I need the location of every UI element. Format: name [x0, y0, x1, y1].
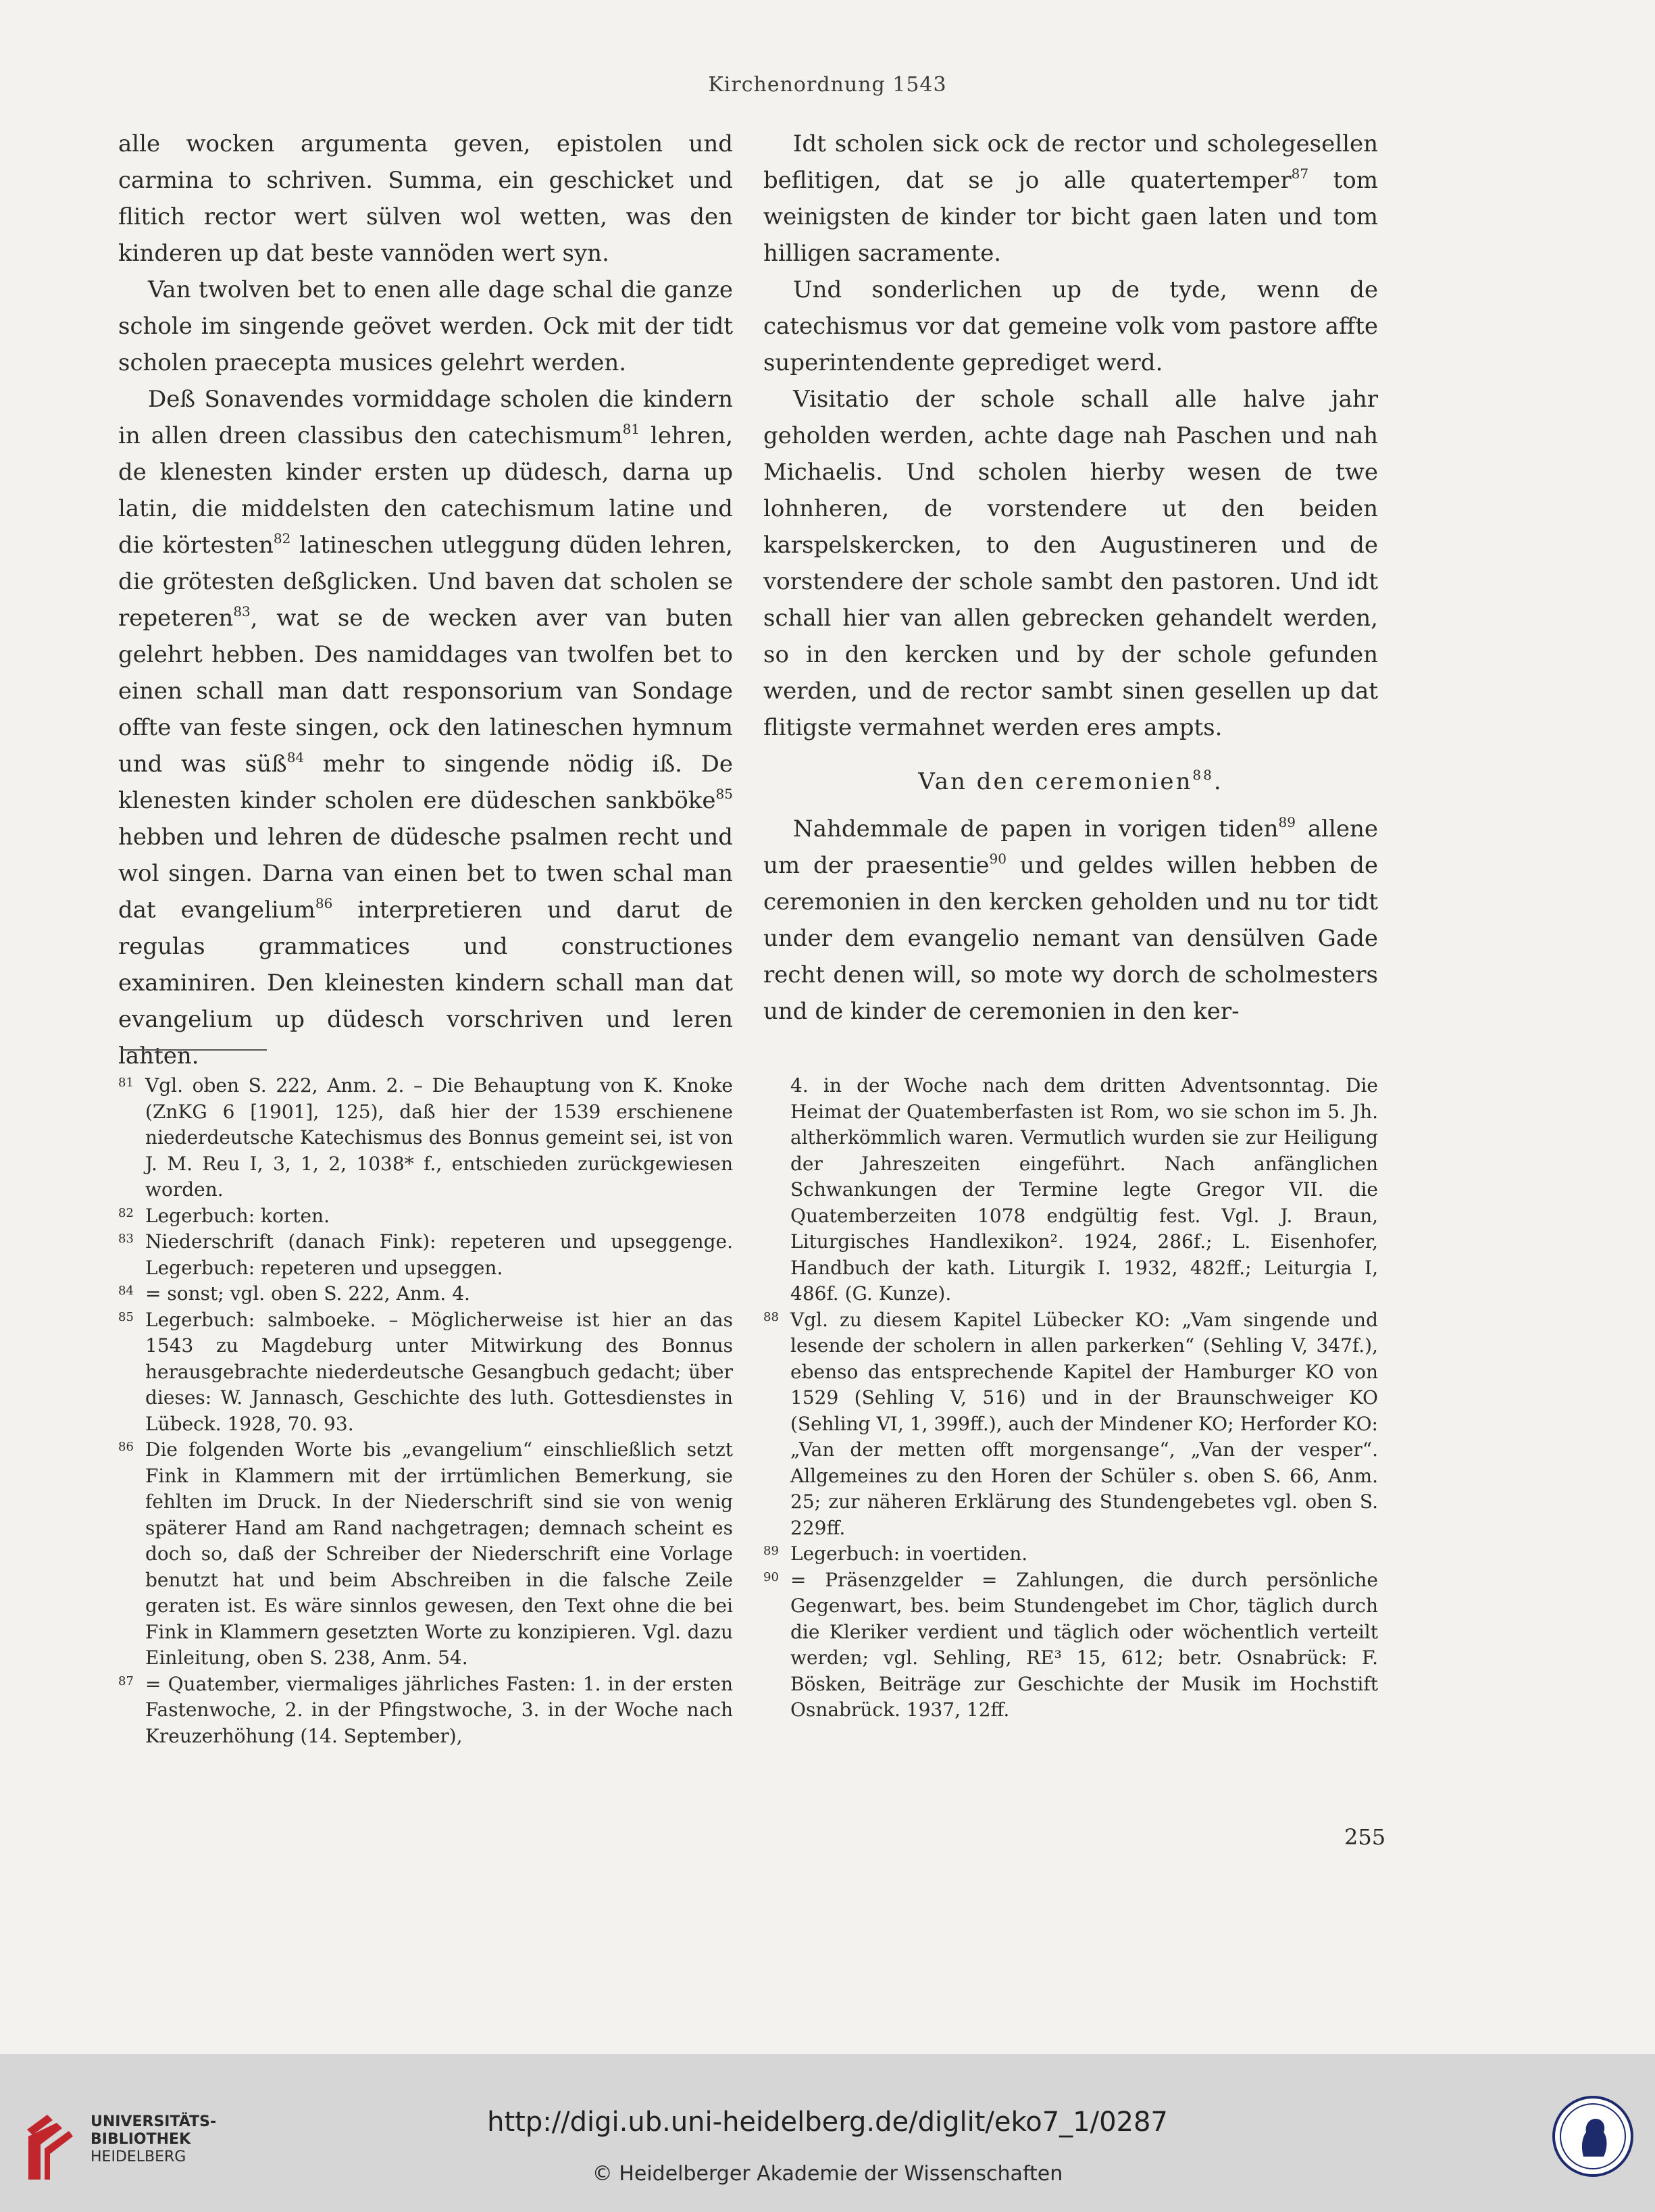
text-run: interpretieren und darut de regulas grammatices und constructiones examiniren. Den kleinesten kindern schall man dat evangelium up düdesch vorschriven und leren lahten.	[118, 897, 734, 1070]
footnote-reference[interactable]: 84	[286, 749, 305, 765]
footnote-text: Legerbuch: korten.	[145, 1204, 330, 1227]
footnote	[763, 1073, 1378, 1307]
footnote-text: = sonst; vgl. oben S. 222, Anm. 4.	[145, 1282, 470, 1305]
footnote-number: 84	[118, 1284, 134, 1298]
left-footnotes	[118, 1073, 733, 1749]
footnote-reference[interactable]: 89	[1278, 813, 1296, 830]
left-paragraph	[118, 272, 733, 381]
footnote-text: Vgl. zu diesem Kapitel Lübecker KO: „Vam singende und lesende der scholern in allen parkerken“ (Sehling V, 347f.), ebenso das entsprechende Kapitel der Hamburger KO von 1529 (Sehling V, 516) und in der Braunschweiger KO (Sehling VI, 1, 399ff.), auch der Mindener KO; Herforder KO: „Van der metten offt morgensange“, „Van der vesper“. Allgemeines zu den Horen der Schüler s. oben S. 66, Anm. 25; zur näheren Erklärung des Stundengebetes vgl. oben S. 229ff.	[790, 1308, 1378, 1539]
footnote	[118, 1671, 733, 1750]
right-column-text	[763, 126, 1378, 1030]
library-name-line-3: HEIDELBERG	[91, 2148, 186, 2165]
copyright-notice: © Heidelberger Akademie der Wissenschaften	[592, 2162, 1063, 2186]
footnote-reference[interactable]: 85	[715, 785, 733, 802]
footnote-reference[interactable]: 88	[1192, 766, 1214, 783]
page-number: 255	[1344, 1824, 1386, 1850]
footnote	[118, 1229, 733, 1281]
footnote-number: 88	[763, 1309, 779, 1324]
right-paragraph	[763, 811, 1378, 1030]
library-name-line-1: UNIVERSITÄTS-	[91, 2113, 217, 2130]
footnote	[763, 1567, 1378, 1724]
footnote	[118, 1073, 733, 1203]
footnote-reference[interactable]: 83	[233, 603, 251, 620]
footnote-number: 86	[118, 1440, 134, 1454]
footnote-number: 82	[118, 1205, 134, 1220]
text-run: Van twolven bet to enen alle dage schal die ganze schole im singende geövet werden. Ock mit der tidt scholen praecepta musices gelehrt werden.	[118, 276, 733, 376]
left-column-text	[118, 126, 733, 1074]
text-run: Und sonderlichen up de tyde, wenn de catechismus vor dat gemeine volk vom pastore affte superintendente geprediget werd.	[763, 276, 1378, 376]
text-run: allene um der praesentie	[763, 815, 1378, 879]
text-run: Visitatio der schole schall alle halve jahr geholden werden, achte dage nah Paschen und nah Michaelis. Und scholen hierby wesen de twe lohnheren, de vorstendere ut den beiden karspelskercken, to den Augustineren und de vorstendere der schole sambt den pastoren. Und idt schall hier van allen gebrecken gehandelt werden, so in den kercken und by der schole gefunden werden, und de rector sambt sinen gesellen up dat flitigste vermahnet werden eres ampts.	[763, 386, 1378, 741]
text-run: , wat se de wecken aver van buten gelehrt hebben. Des namiddages van twolfen bet to einen schall man datt responsorium van Sondage offte van feste singen, ock den latineschen hymnum und was süß	[118, 605, 733, 778]
footnote-number: 85	[118, 1309, 134, 1324]
library-name-line-2: BIBLIOTHEK	[91, 2131, 191, 2148]
footnote-text: Legerbuch: in voertiden.	[790, 1542, 1028, 1565]
text-run: tom weinigsten de kinder tor bicht gaen laten und tom hilligen sacramente.	[763, 167, 1379, 267]
text-run: lehren, de klenesten kinder ersten up düdesch, darna up latin, die middelsten den catechismum latine und die körtesten	[118, 422, 734, 559]
text-run: latineschen utleggung düden lehren, die grötesten deßglicken. Und baven dat scholen se repeteren	[118, 532, 733, 632]
footnote	[118, 1281, 733, 1307]
footnote-number: 90	[763, 1569, 779, 1584]
right-paragraph	[763, 381, 1378, 746]
footnote-reference[interactable]: 86	[315, 895, 333, 911]
academy-seal-icon	[1551, 2094, 1635, 2178]
left-paragraph	[118, 126, 733, 272]
section-heading-text: Van den ceremonien	[918, 768, 1193, 795]
left-paragraph	[118, 381, 733, 1074]
footnote-text: Legerbuch: salmboeke. – Möglicherweise ist hier an das 1543 zu Magdeburg unter Mitwirkung des Bonnus herausgebrachte niederdeutsche Gesangbuch gedacht; über dieses: W. Jannasch, Geschichte des luth. Gottesdienstes in Lübeck. 1928, 70. 93.	[145, 1308, 733, 1435]
footnote	[763, 1541, 1378, 1567]
viewer-footer	[0, 2054, 1655, 2212]
footnote	[118, 1203, 733, 1230]
right-paragraph	[763, 272, 1378, 381]
footnote	[118, 1437, 733, 1671]
text-run: Deß Sonavendes vormiddage scholen die kindern in allen dreen classibus den catechismum	[118, 386, 733, 449]
footnote-text: Vgl. oben S. 222, Anm. 2. – Die Behauptung von K. Knoke (ZnKG 6 [1901], 125), daß hier der 1539 erschienene niederdeutsche Katechismus des Bonnus gemeint sei, ist von J. M. Reu I, 3, 1, 2, 1038* f., entschieden zurückgewiesen worden.	[145, 1074, 733, 1201]
footnote-number: 83	[118, 1232, 134, 1246]
text-run: Nahdemmale de papen in vorigen tiden	[793, 815, 1279, 843]
right-paragraph	[763, 126, 1378, 272]
footnote-reference[interactable]: 87	[1291, 165, 1309, 182]
footnote-number: 81	[118, 1076, 134, 1090]
footnote-text: Niederschrift (danach Fink): repeteren und upseggenge. Legerbuch: repeteren und upseggen.	[145, 1230, 733, 1279]
permalink-url[interactable]: http://digi.ub.uni-heidelberg.de/diglit/eko7_1/0287	[487, 2107, 1168, 2138]
section-heading-tail: .	[1213, 768, 1223, 795]
footnote-number: 87	[118, 1674, 134, 1688]
footnote-text: = Quatember, viermaliges jährliches Fasten: 1. in der ersten Fastenwoche, 2. in der Pfingstwoche, 3. in der Woche nach Kreuzerhöhung (14. September),	[145, 1672, 733, 1747]
footnote-text: 4. in der Woche nach dem dritten Adventsonntag. Die Heimat der Quatemberfasten ist Rom, wo sie schon im 5. Jh. altherkömmlich waren. Vermutlich wurden sie zur Heiligung der Jahreszeiten eingeführt. Nach anfänglichen Schwankungen der Termine legte Gregor VII. die Quatemberzeiten 1078 endgültig fest. Vgl. J. Braun, Liturgisches Handlexikon². 1924, 286f.; L. Eisenhofer, Handbuch der kath. Liturgik I. 1932, 482ff.; Leiturgia I, 486f. (G. Kunze).	[790, 1074, 1378, 1305]
text-run: alle wocken argumenta geven, epistolen und carmina to schriven. Summa, ein geschicket und flitich rector wert sülven wol wetten, was den kinderen up dat beste vannöden wert syn.	[118, 130, 733, 267]
footnote-rule	[122, 1049, 267, 1051]
footnote	[118, 1307, 733, 1438]
footnote-text: = Präsenzgelder = Zahlungen, die durch persönliche Gegenwart, bes. beim Stundengebet im Chor, täglich durch die Kleriker verdient und täglich oder wöchentlich verteilt werden; vgl. Sehling, RE³ 15, 612; betr. Osnabrück: F. Bösken, Beiträge zur Geschichte der Musik im Hochstift Osnabrück. 1937, 12ff.	[790, 1568, 1378, 1721]
running-head: Kirchenordnung 1543	[708, 73, 947, 97]
right-footnotes	[763, 1073, 1378, 1724]
footnote-reference[interactable]: 90	[989, 850, 1007, 867]
section-heading	[763, 763, 1378, 800]
text-run: Idt scholen sick ock de rector und scholegesellen beflitigen, dat se jo alle quatertemper	[763, 130, 1378, 194]
footnote-reference[interactable]: 81	[622, 420, 640, 437]
text-run: mehr to singende nödig iß. De klenesten kinder scholen ere düdeschen sankböke	[118, 751, 733, 814]
text-run: hebben und lehren de düdesche psalmen recht und wol singen. Darna van einen bet to twen schal man dat evangelium	[118, 824, 733, 924]
footnote-reference[interactable]: 82	[273, 530, 291, 547]
footnote	[763, 1307, 1378, 1542]
text-run: und geldes willen hebben de ceremonien in den kercken geholden und nu tor tidt under dem evangelio nemant van densülven Gade recht denen will, so mote wy dorch de scholmesters und de kinder de ceremonien in den ker-	[763, 852, 1378, 1025]
footnote-number: 89	[763, 1544, 779, 1558]
footnote-text: Die folgenden Worte bis „evangelium“ einschließlich setzt Fink in Klammern mit der irrtümlichen Bemerkung, sie fehlten im Druck. In der Niederschrift sind sie von wenig späterer Hand am Rand nachgetragen; demnach scheint es doch so, daß der Schreiber der Niederschrift eine Vorlage benutzt hat und beim Abschreiben in die falsche Zeile geraten ist. Es wäre sinnlos gewesen, den Text ohne die bei Fink in Klammern gesetzten Worte zu konzipieren. Vgl. dazu Einleitung, oben S. 238, Anm. 54.	[145, 1438, 733, 1669]
